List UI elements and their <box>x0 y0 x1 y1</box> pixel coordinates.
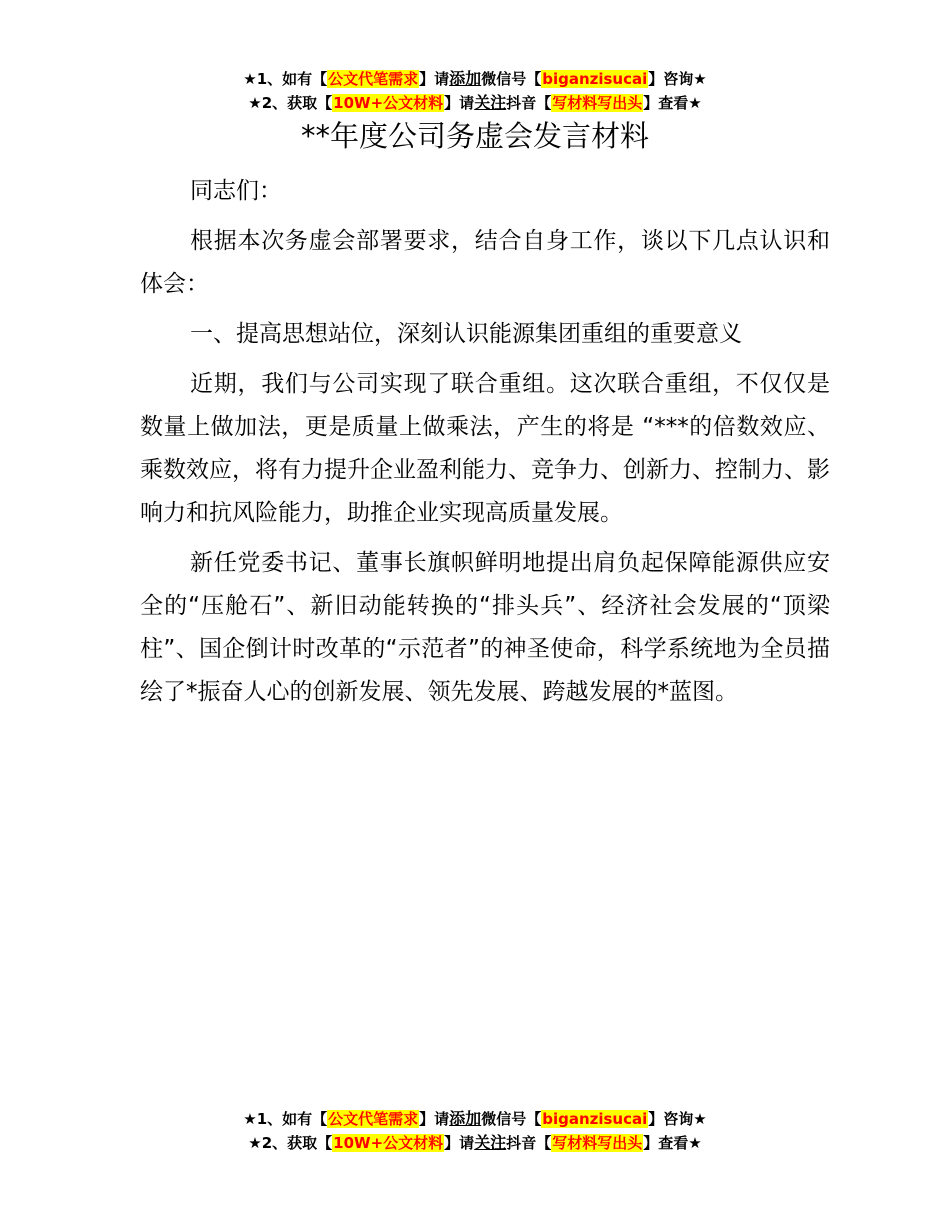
promo-text: 】请 <box>444 94 475 112</box>
star-icon: ★ <box>693 70 707 88</box>
promo-text: 】请 <box>444 1134 475 1152</box>
promo-text: 微信号【 <box>481 70 542 88</box>
star-icon: ★ <box>688 1134 702 1152</box>
promo-douyin-id: 写材料写出头 <box>552 94 643 112</box>
star-icon: ★ <box>248 1134 262 1152</box>
document-body <box>140 170 830 721</box>
promo-text: 】请 <box>419 1110 450 1128</box>
promo-text: 抖音【 <box>506 94 552 112</box>
star-icon: ★ <box>693 1110 707 1128</box>
intro-paragraph: 根据本次务虚会部署要求，结合自身工作，谈以下几点认识和体会： <box>140 228 830 297</box>
star-icon: ★ <box>248 94 262 112</box>
star-icon: ★ <box>243 1110 257 1128</box>
promo-text: 】查看 <box>643 94 689 112</box>
promo-header <box>0 67 950 115</box>
promo-text: 1、如有【 <box>256 1110 328 1128</box>
section-heading: 一、提高思想站位，深刻认识能源集团重组的重要意义 <box>190 321 742 347</box>
star-icon: ★ <box>243 70 257 88</box>
promo-text: 2、获取【 <box>261 94 333 112</box>
promo-emphasis: 关注 <box>474 1133 507 1152</box>
promo-text: 】咨询 <box>648 1110 694 1128</box>
promo-emphasis: 添加 <box>449 69 482 88</box>
body-paragraph-1: 近期，我们与公司实现了联合重组。这次联合重组，不仅仅是数量上做加法，更是质量上做乘法，产生的将是 “***的倍数效应、乘数效应，将有力提升企业盈利能力、竞争力、创新力、控制力、影响力和抗风险能力，助推企业实现高质量发展。 <box>140 371 830 526</box>
promo-highlight: 公文代笔需求 <box>328 1110 419 1128</box>
promo-text: 】请 <box>419 70 450 88</box>
star-icon: ★ <box>688 94 702 112</box>
promo-emphasis: 添加 <box>449 1109 482 1128</box>
promo-text: 】咨询 <box>648 70 694 88</box>
promo-line-2 <box>0 91 950 115</box>
promo-text: 2、获取【 <box>261 1134 333 1152</box>
promo-wechat-id: biganzisucai <box>542 70 648 88</box>
document-title: **年度公司务虚会发言材料 <box>300 119 649 153</box>
promo-text: 微信号【 <box>481 1110 542 1128</box>
promo-text: 】查看 <box>643 1134 689 1152</box>
promo-footer <box>0 1107 950 1155</box>
promo-emphasis: 关注 <box>474 93 507 112</box>
promo-highlight: 10W+公文材料 <box>333 1134 444 1152</box>
promo-line-1 <box>0 67 950 91</box>
promo-text: 1、如有【 <box>256 70 328 88</box>
promo-douyin-id: 写材料写出头 <box>552 1134 643 1152</box>
promo-wechat-id: biganzisucai <box>542 1110 648 1128</box>
body-paragraph-2: 新任党委书记、董事长旗帜鲜明地提出肩负起保障能源供应安全的“压舱石”、新旧动能转换的“排头兵”、经济社会发展的“顶梁柱”、国企倒计时改革的“示范者”的神圣使命，科学系统地为全员描绘了*振奋人心的创新发展、领先发展、跨越发展的*蓝图。 <box>140 550 830 705</box>
promo-highlight: 10W+公文材料 <box>333 94 444 112</box>
promo-line-1 <box>0 1107 950 1131</box>
promo-line-2 <box>0 1131 950 1155</box>
promo-text: 抖音【 <box>506 1134 552 1152</box>
greeting: 同志们： <box>190 178 282 204</box>
promo-highlight: 公文代笔需求 <box>328 70 419 88</box>
